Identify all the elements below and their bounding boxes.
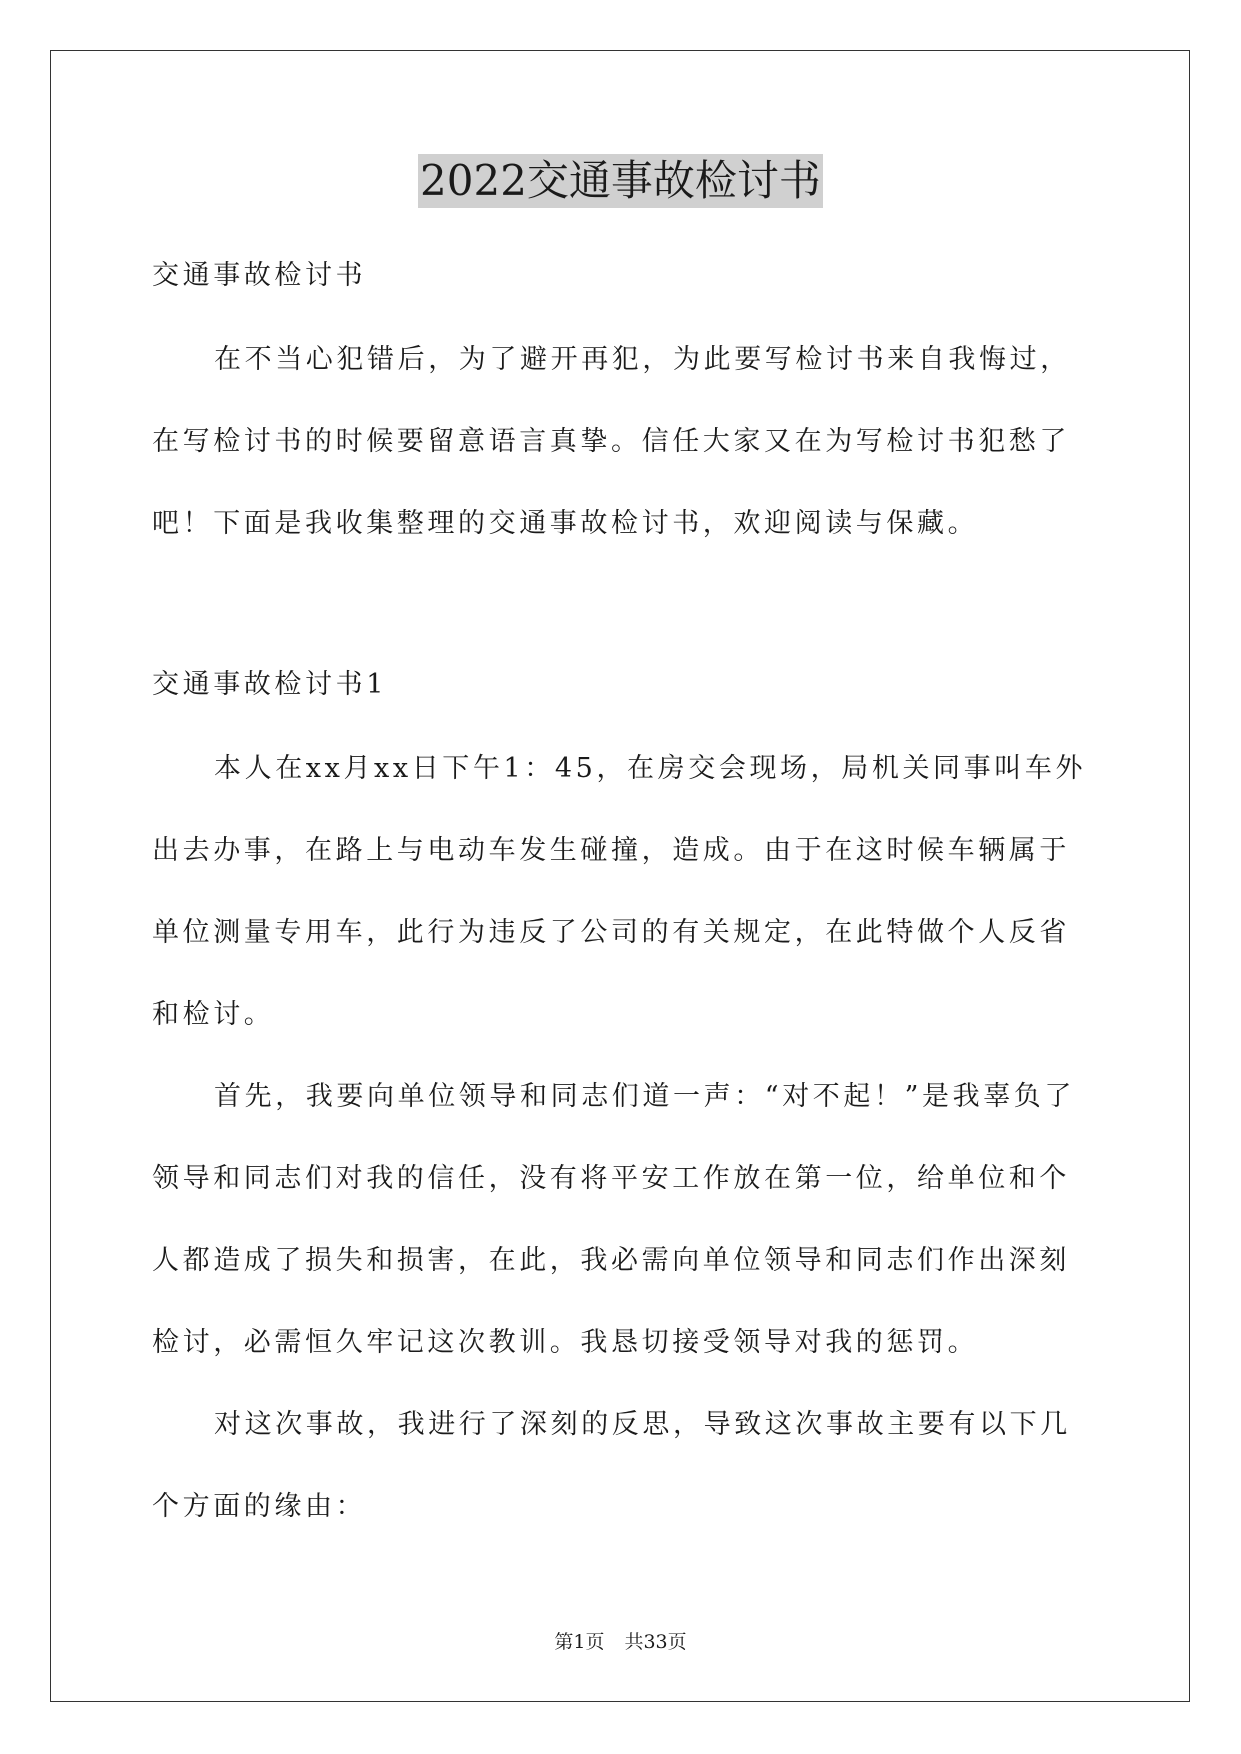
body-paragraph-2: 首先，我要向单位领导和同志们道一声：“对不起！”是我辜负了领导和同志们对我的信任，没有将平安工作放在第一位，给单位和个人都造成了损失和损害，在此，我必需向单位领导和同志们作出深刻检讨，必需恒久牢记这次教训。我恳切接受领导对我的惩罚。 — [152, 1081, 1076, 1358]
document-body — [152, 256, 1092, 1548]
body-paragraph-3: 对这次事故，我进行了深刻的反思，导致这次事故主要有以下几个方面的缘由： — [152, 1409, 1071, 1522]
intro-paragraph: 在不当心犯错后，为了避开再犯，为此要写检讨书来自我悔过，在写检讨书的时候要留意语言真挚。信任大家又在为写检讨书犯愁了吧！下面是我收集整理的交通事故检讨书，欢迎阅读与保藏。 — [152, 344, 1071, 539]
section-heading-intro: 交通事故检讨书 — [152, 260, 367, 291]
page-footer — [0, 1630, 1241, 1654]
page-number: 第1页 — [554, 1631, 605, 1653]
document-title-block — [0, 154, 1241, 208]
document-title: 2022交通事故检讨书 — [418, 154, 823, 208]
section-heading-1: 交通事故检讨书1 — [152, 669, 387, 700]
total-pages: 共33页 — [624, 1631, 687, 1653]
body-paragraph-1: 本人在xx月xx日下午1：45，在房交会现场，局机关同事叫车外出去办事，在路上与电动车发生碰撞，造成。由于在这时候车辆属于单位测量专用车，此行为违反了公司的有关规定，在此特做个人反省和检讨。 — [152, 753, 1087, 1030]
